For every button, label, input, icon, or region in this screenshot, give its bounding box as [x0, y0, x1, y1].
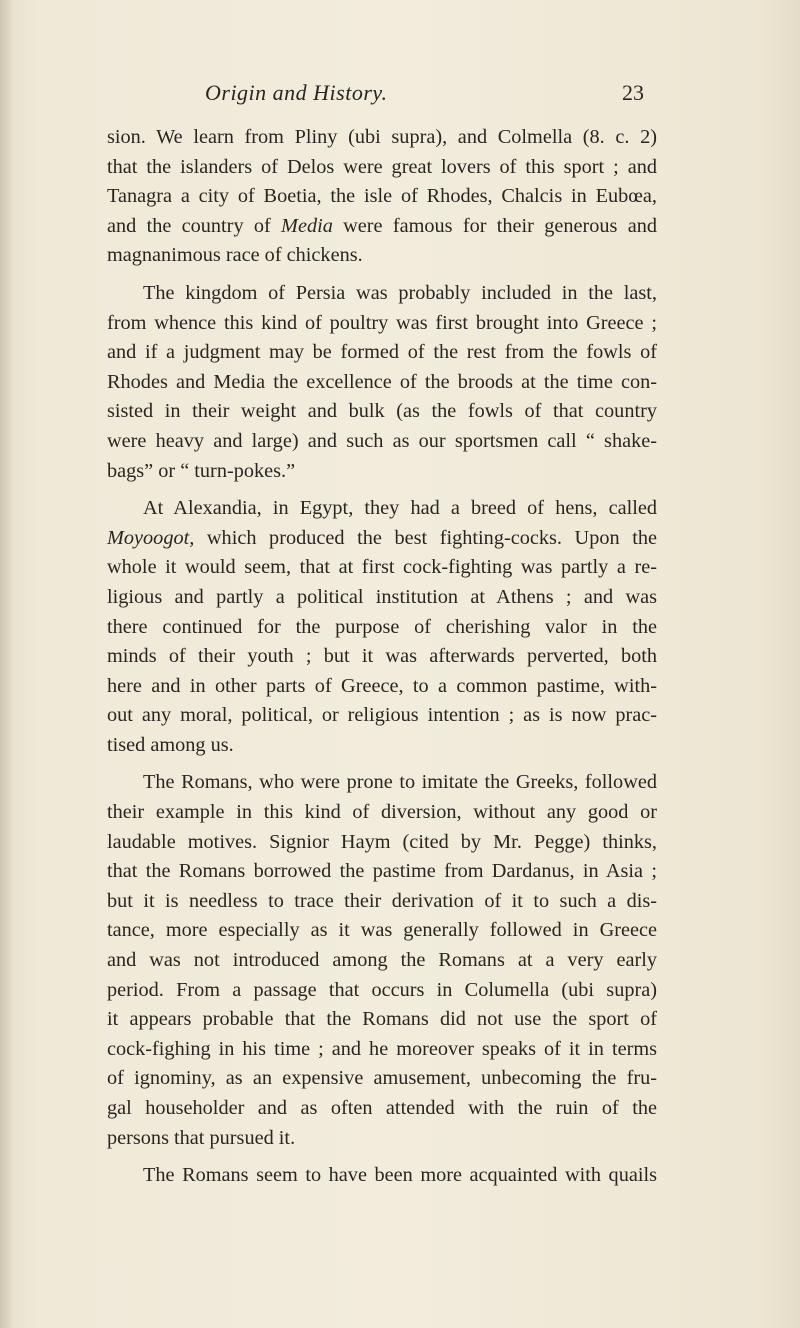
text-line: of ignominy, as an expensive amusement, unbecoming the fru- [107, 1067, 657, 1090]
text-line: bags” or “ turn-pokes.” [107, 459, 296, 482]
text-line: it appears probable that the Romans did not use the sport of [107, 1008, 657, 1031]
text-line: there continued for the purpose of cherishing valor in the [107, 615, 657, 638]
italic-term: Media [281, 214, 333, 237]
text-line: laudable motives. Signior Haym (cited by Mr. Pegge) thinks, [107, 830, 657, 853]
text-line: At Alexandia, in Egypt, they had a breed of hens, called [143, 497, 657, 520]
text-line: The Romans seem to have been more acquainted with quails [143, 1164, 657, 1187]
text-line: Rhodes and Media the excellence of the broods at the time con- [107, 370, 657, 393]
text-line: persons that pursued it. [107, 1126, 296, 1149]
text-run: and the country of [107, 214, 282, 237]
text-line [107, 212, 657, 242]
running-title: Origin and History. [205, 80, 388, 105]
text-line: were heavy and large) and such as our sportsmen call “ shake- [107, 429, 657, 452]
text-line: whole it would seem, that at first cock-fighting was partly a re- [107, 556, 657, 579]
text-run: were famous for their generous and [332, 214, 657, 237]
text-line: that the Romans borrowed the pastime from Dardanus, in Asia ; [107, 860, 657, 883]
gutter-shadow [0, 0, 14, 1328]
text-line: but it is needless to trace their derivation of it to such a dis- [107, 889, 657, 912]
text-line: tised among us. [107, 733, 234, 756]
text-line: The Romans, who were prone to imitate the Greeks, followed [143, 771, 657, 794]
text-line: out any moral, political, or religious intention ; as is now prac- [107, 704, 657, 727]
text-line: minds of their youth ; but it was afterwards perverted, both [107, 645, 657, 668]
italic-term: Moyoogot, [107, 526, 195, 549]
text-line: ligious and partly a political institution at Athens ; and was [107, 585, 657, 608]
text-line [107, 524, 657, 554]
text-line: sion. We learn from Pliny (ubi supra), and Colmella (8. c. 2) [107, 126, 657, 148]
text-line: period. From a passage that occurs in Columella (ubi supra) [107, 978, 657, 1001]
text-line: Tanagra a city of Boetia, the isle of Rhodes, Chalcis in Eubœa, [107, 185, 657, 208]
body-text [107, 123, 657, 1191]
page-number: 23 [622, 80, 644, 105]
text-line: gal householder and as often attended with the ruin of the [107, 1097, 657, 1119]
text-line: sisted in their weight and bulk (as the fowls of that country [107, 400, 657, 423]
running-head [0, 80, 800, 110]
text-line: from whence this kind of poultry was first brought into Greece ; [107, 311, 657, 334]
text-line: The kingdom of Persia was probably included in the last, [143, 281, 657, 304]
text-line: magnanimous race of chickens. [107, 244, 363, 267]
text-line: tance, more especially as it was generally followed in Greece [107, 919, 657, 942]
text-line: and if a judgment may be formed of the rest from the fowls of [107, 341, 657, 364]
text-line: that the islanders of Delos were great lovers of this sport ; and [107, 155, 657, 178]
text-line: and was not introduced among the Romans at a very early [107, 949, 657, 972]
text-line: cock-fighing in his time ; and he moreover speaks of it in terms [107, 1037, 657, 1060]
text-line: their example in this kind of diversion, without any good or [107, 801, 657, 824]
text-run: which produced the best fighting-cocks. Upon the [194, 526, 657, 549]
text-line: here and in other parts of Greece, to a common pastime, with- [107, 674, 657, 697]
